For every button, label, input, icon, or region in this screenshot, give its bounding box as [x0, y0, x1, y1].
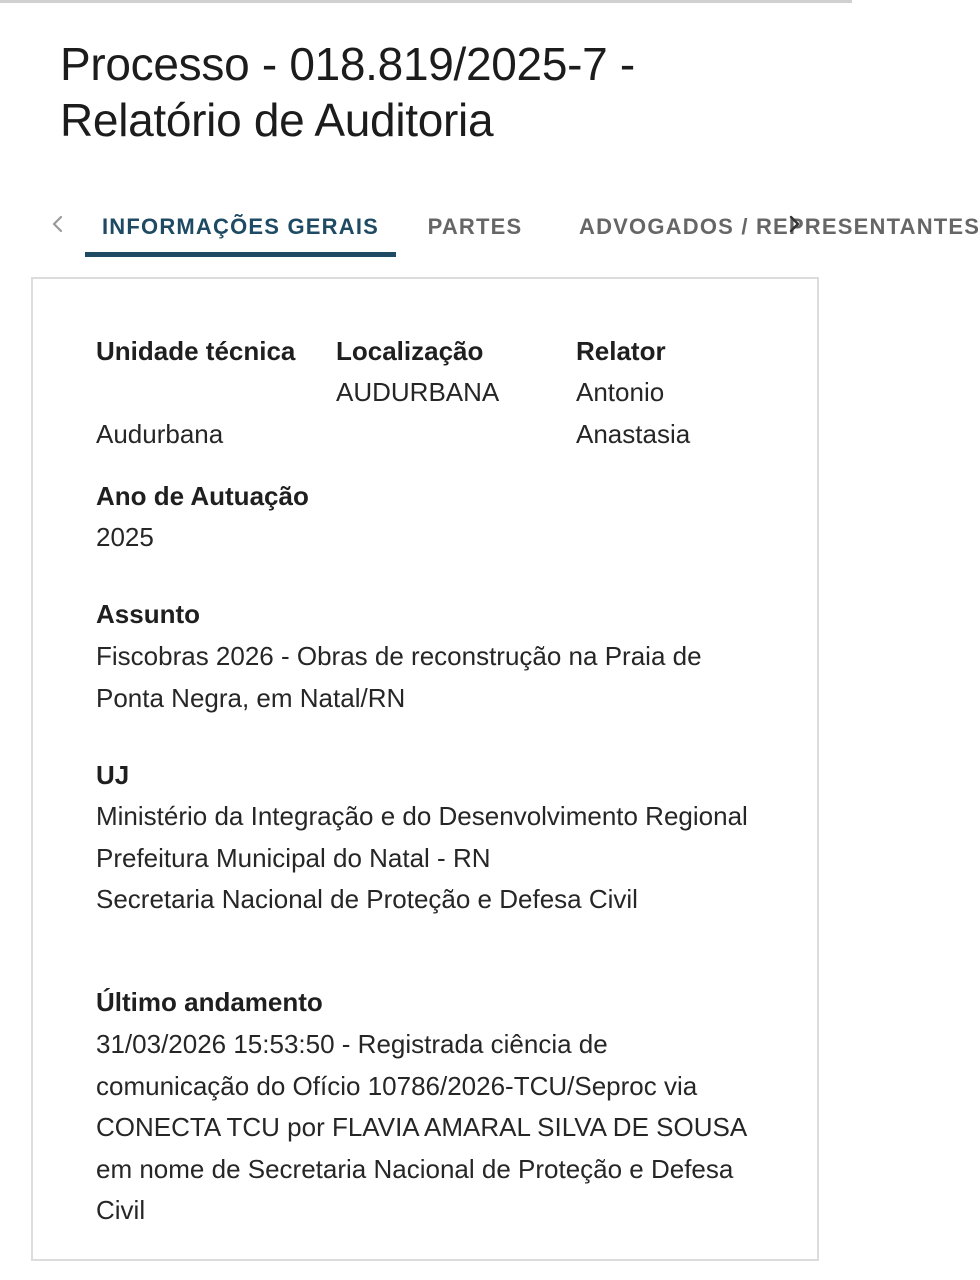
unidade-tecnica-label: Unidade técnica — [96, 336, 296, 366]
ano-autuacao-value: 2025 — [96, 522, 154, 552]
tab-informacoes-gerais[interactable]: INFORMAÇÕES GERAIS — [101, 214, 380, 239]
localizacao-label: Localização — [336, 336, 484, 366]
uj-item: Secretaria Nacional de Proteção e Defesa Civil — [96, 884, 638, 914]
active-tab-indicator — [85, 252, 396, 257]
assunto-value: Fiscobras 2026 - Obras de reconstrução na Praia de Ponta Negra, em Natal/RN — [96, 641, 702, 713]
chevron-right-icon — [787, 215, 801, 233]
unidade-tecnica-value: Audurbana — [96, 419, 224, 449]
relator-label: Relator — [576, 336, 666, 366]
ano-autuacao-label: Ano de Autuação — [96, 481, 309, 511]
relator-value: Antonio Anastasia — [576, 377, 691, 449]
process-details-card — [31, 277, 819, 1261]
uj-list — [96, 796, 756, 921]
uj-item: Prefeitura Municipal do Natal - RN — [96, 842, 491, 873]
uj-label: UJ — [96, 760, 130, 790]
tab-bar — [0, 196, 980, 260]
tabs-viewport — [84, 196, 980, 260]
chevron-left-icon — [51, 215, 65, 233]
page-title: Processo - 018.819/2025-7 - Relatório de Auditoria — [60, 38, 635, 146]
assunto-label: Assunto — [96, 599, 200, 629]
tab-advogados[interactable]: ADVOGADOS / REPRESENTANTES — [579, 214, 980, 239]
tabs-scroll-right-button[interactable] — [780, 210, 808, 238]
uj-item: Ministério da Integração e do Desenvolvimento Regional — [96, 801, 748, 831]
ultimo-andamento-value: 31/03/2026 15:53:50 - Registrada ciência de comunicação do Ofício 10786/2026-TCU/Seproc via CONECTA TCU por FLAVIA AMARAL SILVA DE SOUSA em nome de Secretaria Nacional de Proteção e Defesa Civil — [96, 1029, 746, 1225]
tabs-scroll-left-button[interactable] — [44, 210, 72, 238]
tab-partes[interactable]: PARTES — [427, 214, 523, 239]
ultimo-andamento-label: Último andamento — [96, 987, 323, 1017]
top-divider — [0, 0, 852, 3]
localizacao-value: AUDURBANA — [336, 377, 500, 407]
